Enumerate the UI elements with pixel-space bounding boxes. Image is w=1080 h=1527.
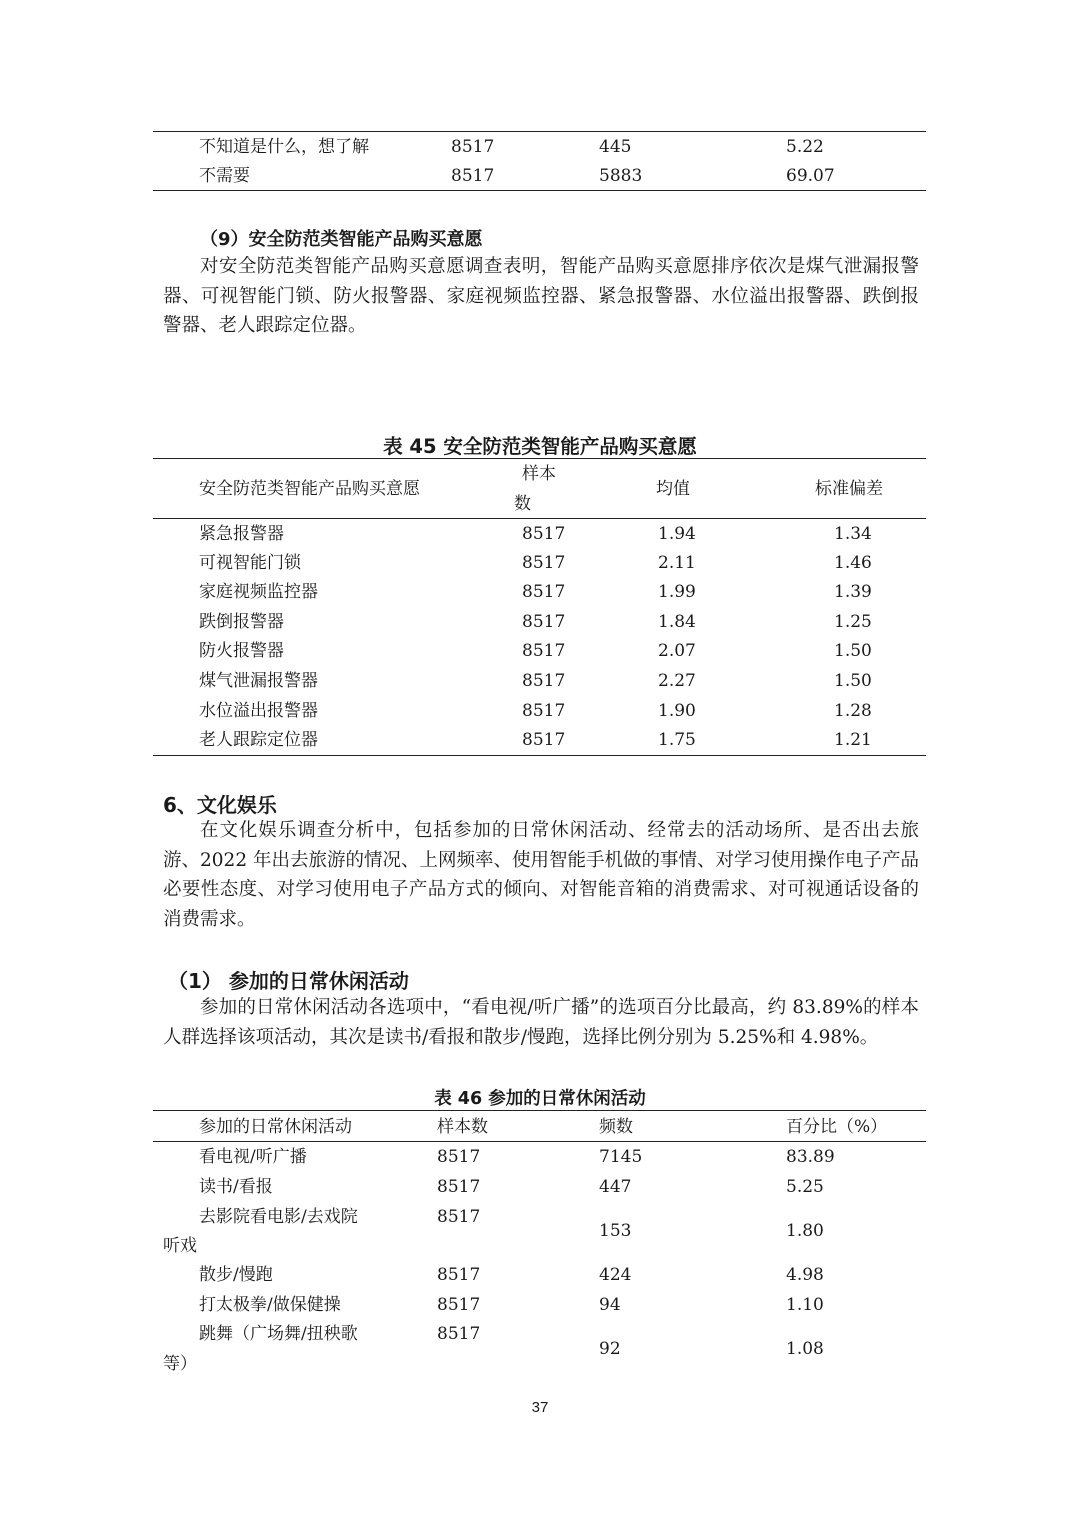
column-header-line: 数 xyxy=(514,494,531,514)
table-cell: 8517 xyxy=(437,1324,481,1344)
table-cell: 1.10 xyxy=(786,1295,824,1315)
table-cell: 煤气泄漏报警器 xyxy=(199,671,318,691)
column-header: 标准偏差 xyxy=(815,479,883,499)
table-cell: 5883 xyxy=(599,166,643,186)
column-header: 样本数 xyxy=(437,1117,488,1137)
paragraph xyxy=(163,993,919,1052)
table-cell: 8517 xyxy=(522,701,566,721)
table-cell: 8517 xyxy=(437,1207,481,1227)
table-cell: 5.22 xyxy=(786,137,824,157)
top-table-rule xyxy=(153,131,926,132)
table-cell: 83.89 xyxy=(786,1147,835,1167)
paragraph xyxy=(163,816,919,934)
table-cell: 8517 xyxy=(437,1177,481,1197)
table-header-rule xyxy=(153,1141,926,1142)
table-cell: 不需要 xyxy=(199,166,250,186)
table-cell: 1.99 xyxy=(658,582,696,602)
table-cell: 2.11 xyxy=(658,553,696,573)
table-cell: 8517 xyxy=(522,730,566,750)
table-cell: 1.08 xyxy=(786,1339,824,1359)
column-header: 均值 xyxy=(656,479,690,499)
paragraph xyxy=(163,252,919,341)
paragraph-text: 参加的日常休闲活动各选项中，“看电视/听广播”的选项百分比最高，约 83.89%的样本人群选择该项活动，其次是读书/看报和散步/慢跑，选择比例分别为 5.25%和 4.98%。 xyxy=(163,997,919,1048)
table-cell: 1.46 xyxy=(834,553,872,573)
page-number: 37 xyxy=(531,1399,549,1416)
table-cell: 8517 xyxy=(522,612,566,632)
table-cell: 8517 xyxy=(437,1265,481,1285)
table-cell: 1.90 xyxy=(658,701,696,721)
table-top-rule xyxy=(153,458,926,459)
table-cell: 8517 xyxy=(522,582,566,602)
table-cell: 去影院看电影/去戏院 xyxy=(199,1207,358,1227)
table-cell: 1.50 xyxy=(834,671,872,691)
table-cell-wrap: 听戏 xyxy=(163,1236,197,1256)
table-cell: 1.94 xyxy=(658,524,696,544)
table-cell: 8517 xyxy=(437,1295,481,1315)
table-cell: 8517 xyxy=(522,641,566,661)
table-bottom-rule xyxy=(153,755,926,756)
table-cell: 1.25 xyxy=(834,612,872,632)
table-cell: 水位溢出报警器 xyxy=(199,701,318,721)
table-cell: 445 xyxy=(599,137,632,157)
table-cell: 8517 xyxy=(522,524,566,544)
table-cell: 8517 xyxy=(451,137,495,157)
column-header: 安全防范类智能产品购买意愿 xyxy=(199,479,420,499)
section-heading: （9）安全防范类智能产品购买意愿 xyxy=(200,229,483,250)
table-cell: 69.07 xyxy=(786,166,835,186)
table-cell: 家庭视频监控器 xyxy=(199,582,318,602)
table-cell: 8517 xyxy=(451,166,495,186)
top-table-bottom-rule xyxy=(153,190,926,191)
table-cell: 1.28 xyxy=(834,701,872,721)
table-top-rule xyxy=(153,1110,926,1111)
table-caption: 表 45 安全防范类智能产品购买意愿 xyxy=(383,435,697,458)
table-cell: 紧急报警器 xyxy=(199,524,284,544)
paragraph-text: 在文化娱乐调查分析中，包括参加的日常休闲活动、经常去的活动场所、是否出去旅游、2022 年出去旅游的情况、上网频率、使用智能手机做的事情、对学习使用操作电子产品必要性态度、对学习使用电子产品方式的倾向、对智能音箱的消费需求、对可视通话设备的消费需求。 xyxy=(163,820,919,930)
table-cell: 1.75 xyxy=(658,730,696,750)
table-cell: 不知道是什么，想了解 xyxy=(199,137,369,157)
column-header: 百分比（%） xyxy=(786,1117,888,1137)
column-header-line: 样本 xyxy=(522,464,556,484)
table-caption: 表 46 参加的日常休闲活动 xyxy=(434,1089,646,1109)
table-cell: 153 xyxy=(599,1221,632,1241)
table-cell: 2.27 xyxy=(658,671,696,691)
table-cell: 可视智能门锁 xyxy=(199,553,301,573)
table-cell: 94 xyxy=(599,1295,621,1315)
column-header: 参加的日常休闲活动 xyxy=(199,1117,352,1137)
table-cell: 1.80 xyxy=(786,1221,824,1241)
paragraph-text: 对安全防范类智能产品购买意愿调查表明，智能产品购买意愿排序依次是煤气泄漏报警器、可视智能门锁、防火报警器、家庭视频监控器、紧急报警器、水位溢出报警器、跌倒报警器、老人跟踪定位器。 xyxy=(163,256,919,337)
section-heading: 6、文化娱乐 xyxy=(163,793,277,817)
table-header-rule xyxy=(153,518,926,519)
table-cell: 看电视/听广播 xyxy=(199,1147,307,1167)
table-cell: 92 xyxy=(599,1339,621,1359)
table-cell: 8517 xyxy=(522,553,566,573)
column-header: 频数 xyxy=(599,1117,633,1137)
table-cell: 8517 xyxy=(522,671,566,691)
table-cell: 7145 xyxy=(599,1147,643,1167)
table-cell: 散步/慢跑 xyxy=(199,1265,273,1285)
table-cell: 447 xyxy=(599,1177,632,1197)
table-cell: 跳舞（广场舞/扭秧歌 xyxy=(199,1324,358,1344)
table-cell: 打太极拳/做保健操 xyxy=(199,1295,341,1315)
table-cell: 跌倒报警器 xyxy=(199,612,284,632)
section-heading: （1） 参加的日常休闲活动 xyxy=(168,969,409,993)
table-cell: 424 xyxy=(599,1265,632,1285)
table-cell: 1.34 xyxy=(834,524,872,544)
table-cell: 1.84 xyxy=(658,612,696,632)
table-cell: 老人跟踪定位器 xyxy=(199,730,318,750)
table-cell: 防火报警器 xyxy=(199,641,284,661)
table-cell: 1.50 xyxy=(834,641,872,661)
table-cell: 4.98 xyxy=(786,1265,824,1285)
table-cell: 5.25 xyxy=(786,1177,824,1197)
table-cell: 2.07 xyxy=(658,641,696,661)
table-cell: 1.21 xyxy=(834,730,872,750)
table-cell: 1.39 xyxy=(834,582,872,602)
table-cell: 8517 xyxy=(437,1147,481,1167)
table-cell: 读书/看报 xyxy=(199,1177,273,1197)
table-cell-wrap: 等） xyxy=(163,1354,197,1374)
